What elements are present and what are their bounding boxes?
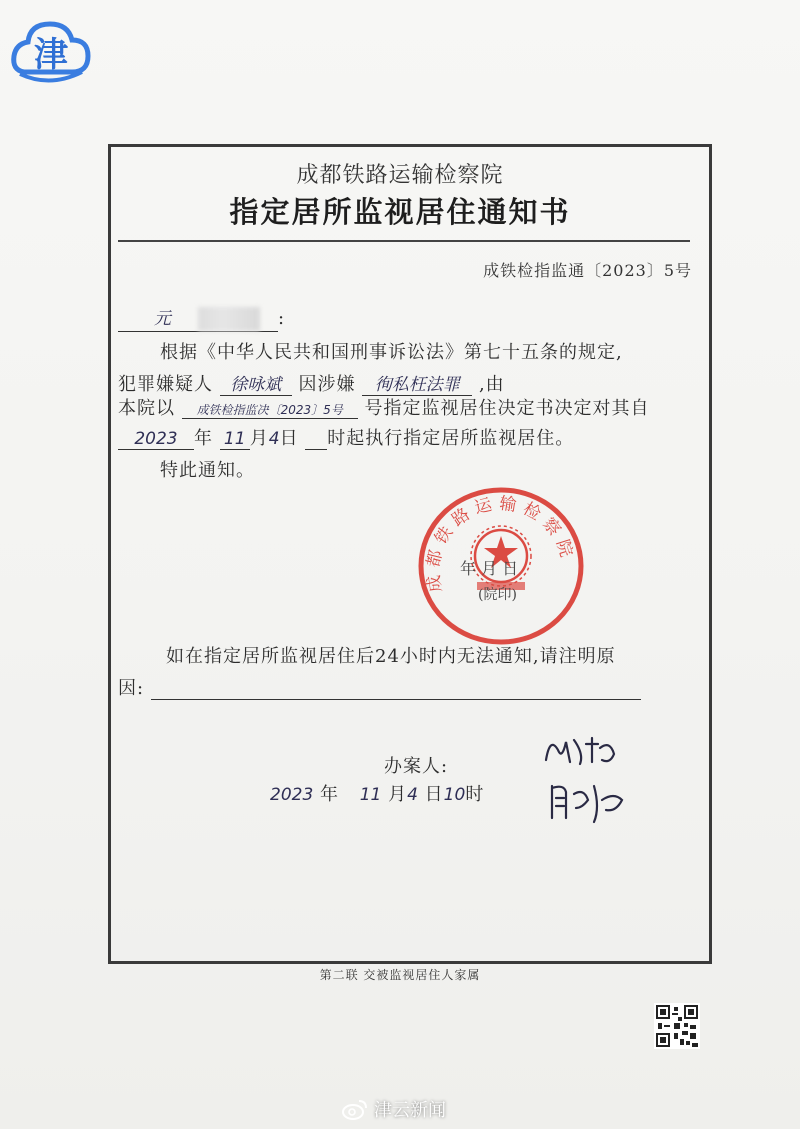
sign-hour-handwritten: 10 [443, 785, 466, 805]
start-year-handwritten: 2023 [118, 429, 194, 450]
addressee-colon: : [278, 308, 286, 329]
header-rule [118, 240, 690, 242]
start-day-unit: 日 [279, 428, 299, 449]
handler-signature-2 [544, 778, 630, 826]
sign-day-handwritten: 4 [407, 785, 418, 805]
charge-name: 徇私枉法罪 [362, 370, 472, 396]
paragraph-7 [118, 674, 641, 700]
seal-date-placeholder: 年 月 日 [460, 559, 519, 578]
decision-text: 号指定监视居住决定书决定对其自 [364, 398, 650, 419]
watermark-text: 津云新闻 [374, 1100, 446, 1121]
paragraph-3 [118, 394, 649, 420]
paragraph-4 [118, 424, 574, 450]
sign-month-unit: 月 [388, 784, 408, 805]
addressee-line [118, 304, 285, 332]
sign-month-handwritten: 11 [359, 785, 382, 805]
sign-hour-unit: 时 [465, 784, 485, 805]
decision-label: 本院以 [118, 398, 175, 419]
reason-blank [151, 678, 641, 700]
suspect-name: 徐咏斌 [220, 370, 292, 396]
handler-signature-1 [540, 730, 620, 770]
qr-code [654, 1003, 700, 1049]
logo-glyph: 津 [34, 35, 68, 75]
sign-day-unit: 日 [424, 784, 444, 805]
seal-arc-text: 成都铁路运输检察院 [423, 493, 578, 594]
handler-label: 办案人: [384, 756, 449, 777]
redacted-addressee [198, 307, 260, 331]
start-day-handwritten: 4 [268, 429, 280, 449]
reason-label: 因: [118, 678, 145, 699]
suspect-label: 犯罪嫌疑人 [118, 374, 213, 395]
start-year-unit: 年 [194, 428, 213, 449]
seal-yin-label: (院印) [478, 587, 517, 603]
document-number: 成铁检指监通〔2023〕5号 [483, 261, 692, 280]
sign-date-line [270, 780, 484, 806]
paragraph-5: 特此通知。 [160, 460, 255, 481]
issuing-organization: 成都铁路运输检察院 [296, 163, 504, 188]
watermark [342, 1096, 446, 1122]
start-rest: 时起执行指定居所监视居住。 [327, 428, 575, 449]
jinyun-logo [10, 12, 92, 92]
addressee-blank [118, 304, 278, 332]
paragraph-2-tail: ,由 [478, 374, 505, 395]
start-hour-blank [305, 428, 327, 450]
decision-number-handwritten: 成铁检指监决〔2023〕5号 [182, 401, 358, 419]
paragraph-6: 如在指定居所监视居住后24小时内无法通知,请注明原 [166, 646, 616, 667]
weibo-icon [342, 1098, 368, 1120]
document-title: 指定居所监视居住通知书 [229, 195, 571, 229]
start-month-handwritten: 11 [220, 429, 250, 450]
paragraph-1: 根据《中华人民共和国刑事诉讼法》第七十五条的规定, [160, 342, 623, 363]
copy-note: 第二联 交被监视居住人家属 [319, 968, 481, 982]
sign-year-unit: 年 [320, 784, 339, 805]
sign-year-handwritten: 2023 [270, 785, 314, 805]
addressee-handwritten: 元 [154, 309, 171, 329]
start-month-unit: 月 [249, 428, 269, 449]
paragraph-2 [118, 370, 505, 396]
charge-label: 因涉嫌 [298, 374, 356, 395]
